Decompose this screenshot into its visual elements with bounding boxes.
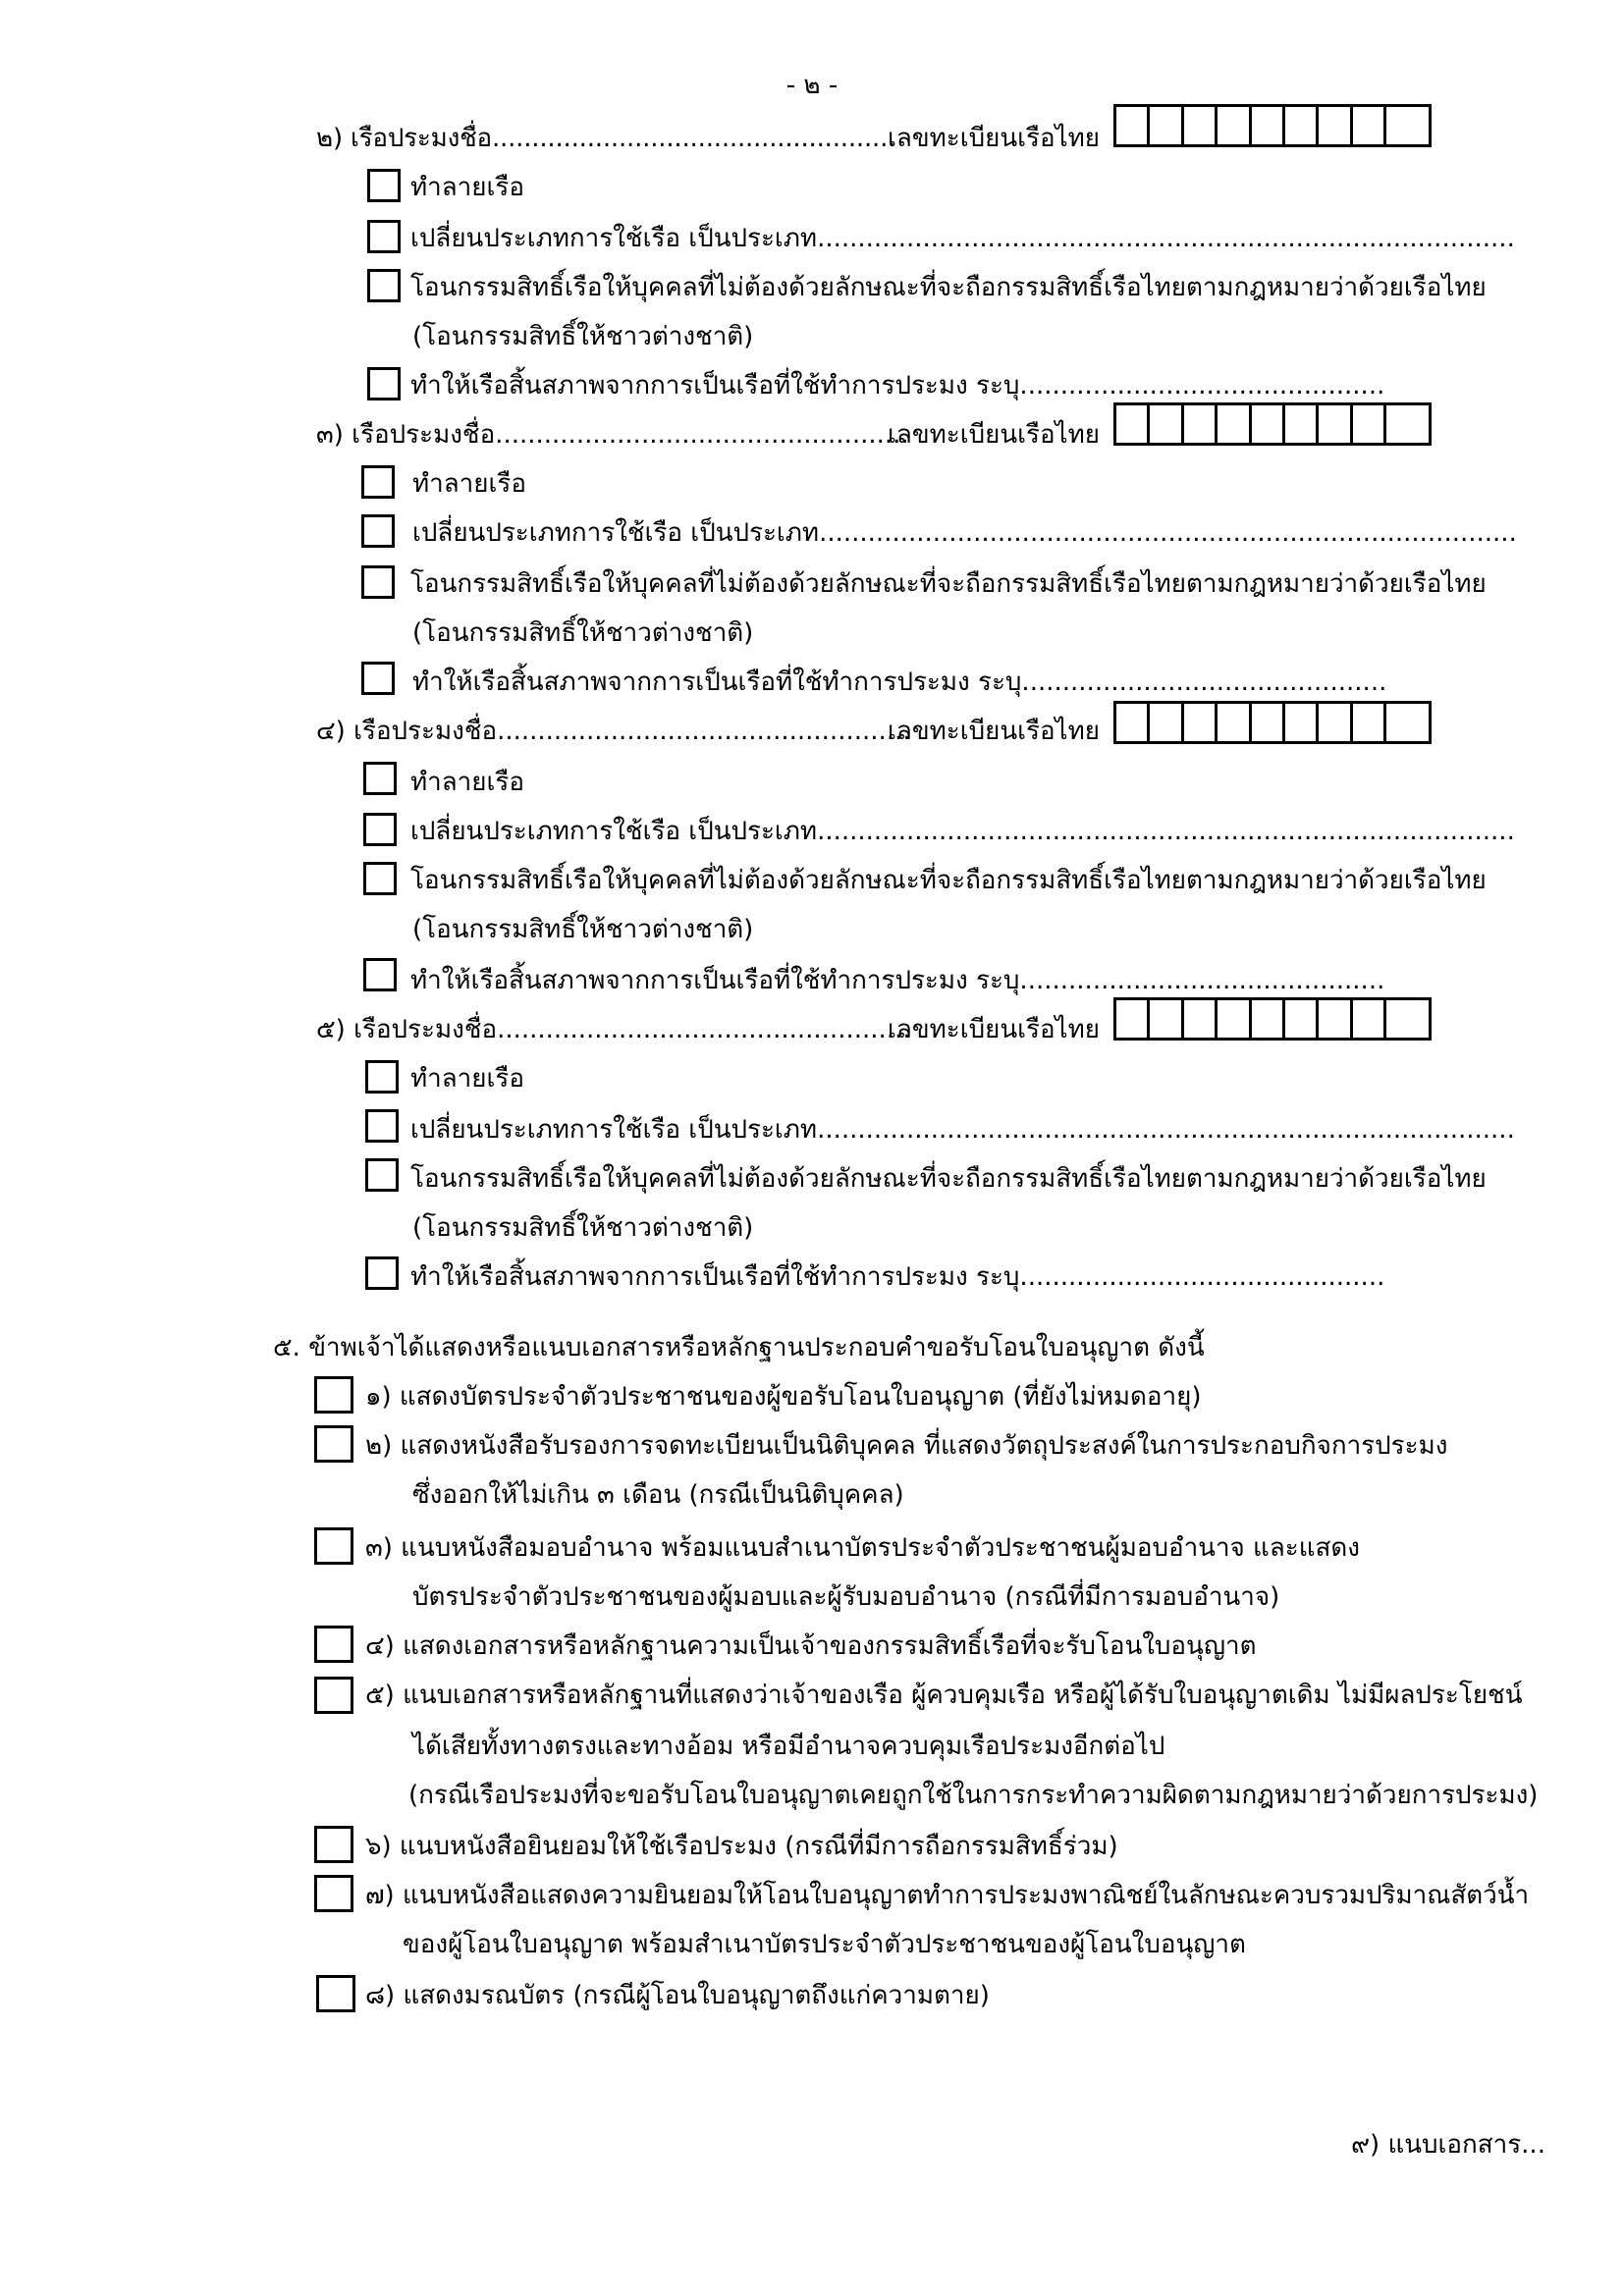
transfer-foreigner-checkbox[interactable] [361,565,395,599]
destroy-checkbox[interactable] [361,465,395,499]
transfer-foreigner-checkbox[interactable] [365,1158,399,1192]
doc-7-label: ๗) แนบหนังสือแสดงความยินยอมให้โอนใบอนุญาตทำการประมงพาณิชย์ในลักษณะควบรวมปริมาณสัตว์น้ำ [365,1881,1530,1910]
destroy-checkbox[interactable] [365,1060,399,1094]
doc-4-label: ๔) แสดงเอกสารหรือหลักฐานความเป็นเจ้าของกรรมสิทธิ์เรือที่จะรับโอนใบอนุญาต [365,1631,1257,1661]
doc-5-label-cont: ได้เสียทั้งทางตรงและทางอ้อม หรือมีอำนาจควบคุมเรือประมงอีกต่อไป [412,1732,1165,1761]
section-5-heading: ๕. ข้าพเจ้าได้แสดงหรือแนบเอกสารหรือหลักฐานประกอบคำขอรับโอนใบอนุญาต ดังนี้ [273,1333,1205,1362]
destroy-label: ทำลายเรือ [410,1064,524,1094]
transfer-foreigner-note: (โอนกรรมสิทธิ์ให้ชาวต่างชาติ) [412,322,754,351]
doc-6-checkbox[interactable] [314,1826,353,1863]
change-type-checkbox[interactable] [367,220,401,253]
registration-number-grid[interactable] [1113,104,1432,147]
registration-label: เลขทะเบียนเรือไทย [888,1015,1101,1044]
change-type-label: เปลี่ยนประเภทการใช้เรือ เป็นประเภท...................................................................................... [410,224,1515,253]
page-number: - ๒ - [785,71,839,100]
transfer-foreigner-note: (โอนกรรมสิทธิ์ให้ชาวต่างชาติ) [412,618,754,648]
destroy-checkbox[interactable] [367,169,401,202]
destroy-label: ทำลายเรือ [410,173,524,202]
end-fishing-label: ทำให้เรือสิ้นสภาพจากการเป็นเรือที่ใช้ทำการประมง ระบุ............................................. [412,667,1387,697]
end-fishing-checkbox[interactable] [363,958,397,991]
end-fishing-label: ทำให้เรือสิ้นสภาพจากการเป็นเรือที่ใช้ทำการประมง ระบุ............................................. [410,371,1385,400]
transfer-foreigner-note: (โอนกรรมสิทธิ์ให้ชาวต่างชาติ) [412,915,754,944]
end-fishing-checkbox[interactable] [361,662,395,695]
registration-label: เลขทะเบียนเรือไทย [888,420,1101,450]
end-fishing-label: ทำให้เรือสิ้นสภาพจากการเป็นเรือที่ใช้ทำการประมง ระบุ............................................. [410,966,1385,995]
transfer-foreigner-label: โอนกรรมสิทธิ์เรือให้บุคคลที่ไม่ต้องด้วยลักษณะที่จะถือกรรมสิทธิ์เรือไทยตามกฎหมายว่าด้วยเรือไทย [410,569,1487,599]
doc-8-checkbox[interactable] [316,1975,355,2012]
registration-label: เลขทะเบียนเรือไทย [888,124,1101,153]
transfer-foreigner-label: โอนกรรมสิทธิ์เรือให้บุคคลที่ไม่ต้องด้วยลักษณะที่จะถือกรรมสิทธิ์เรือไทยตามกฎหมายว่าด้วยเรือไทย [410,1164,1487,1194]
change-type-checkbox[interactable] [361,514,395,548]
registration-number-grid[interactable] [1113,402,1432,446]
doc-7-checkbox[interactable] [314,1875,353,1912]
doc-5-checkbox[interactable] [314,1677,353,1714]
doc-7-label-cont: ของผู้โอนใบอนุญาต พร้อมสำเนาบัตรประจำตัวประชาชนของผู้โอนใบอนุญาต [403,1930,1246,1959]
boat-name-line[interactable]: ๓) เรือประมงชื่อ................................................... [316,420,909,450]
doc-8-label: ๘) แสดงมรณบัตร (กรณีผู้โอนใบอนุญาตถึงแก่ความตาย) [365,1981,990,2010]
boat-name-line[interactable]: ๔) เรือประมงชื่อ................................................... [316,717,911,746]
continuation-footer: ๙) แนบเอกสาร... [1351,2130,1545,2160]
transfer-foreigner-label: โอนกรรมสิทธิ์เรือให้บุคคลที่ไม่ต้องด้วยลักษณะที่จะถือกรรมสิทธิ์เรือไทยตามกฎหมายว่าด้วยเรือไทย [410,273,1487,302]
doc-1-label: ๑) แสดงบัตรประจำตัวประชาชนของผู้ขอรับโอนใบอนุญาต (ที่ยังไม่หมดอายุ) [365,1382,1202,1412]
destroy-label: ทำลายเรือ [410,768,524,797]
doc-3-label: ๓) แนบหนังสือมอบอำนาจ พร้อมแนบสำเนาบัตรประจำตัวประชาชนผู้มอบอำนาจ และแสดง [365,1533,1360,1563]
destroy-label: ทำลายเรือ [412,469,526,499]
registration-label: เลขทะเบียนเรือไทย [888,717,1101,746]
doc-3-checkbox[interactable] [314,1527,353,1565]
doc-2-label-cont: ซึ่งออกให้ไม่เกิน ๓ เดือน (กรณีเป็นนิติบุคคล) [412,1480,904,1510]
transfer-foreigner-checkbox[interactable] [363,862,397,895]
doc-2-checkbox[interactable] [314,1425,353,1463]
boat-name-line[interactable]: ๕) เรือประมงชื่อ................................................... [316,1015,911,1044]
registration-number-grid[interactable] [1113,997,1432,1041]
doc-3-label-cont: บัตรประจำตัวประชาชนของผู้มอบและผู้รับมอบอำนาจ (กรณีที่มีการมอบอำนาจ) [412,1582,1280,1612]
transfer-foreigner-note: (โอนกรรมสิทธิ์ให้ชาวต่างชาติ) [412,1213,754,1243]
change-type-label: เปลี่ยนประเภทการใช้เรือ เป็นประเภท...................................................................................... [412,518,1517,548]
doc-2-label: ๒) แสดงหนังสือรับรองการจดทะเบียนเป็นนิติบุคคล ที่แสดงวัตถุประสงค์ในการประกอบกิจการประมง [365,1431,1448,1461]
destroy-checkbox[interactable] [363,762,397,795]
registration-number-grid[interactable] [1113,701,1432,744]
doc-6-label: ๖) แนบหนังสือยินยอมให้ใช้เรือประมง (กรณีที่มีการถือกรรมสิทธิ์ร่วม) [365,1832,1118,1861]
doc-4-checkbox[interactable] [314,1626,353,1663]
transfer-foreigner-checkbox[interactable] [367,269,401,302]
doc-5-label-note: (กรณีเรือประมงที่จะขอรับโอนใบอนุญาตเคยถูกใช้ในการกระทำความผิดตามกฎหมายว่าด้วยการประมง) [408,1781,1539,1810]
end-fishing-label: ทำให้เรือสิ้นสภาพจากการเป็นเรือที่ใช้ทำการประมง ระบุ............................................. [410,1262,1385,1292]
change-type-label: เปลี่ยนประเภทการใช้เรือ เป็นประเภท...................................................................................... [410,1115,1515,1145]
change-type-checkbox[interactable] [365,1109,399,1143]
change-type-label: เปลี่ยนประเภทการใช้เรือ เป็นประเภท...................................................................................... [410,817,1515,846]
doc-1-checkbox[interactable] [314,1376,353,1414]
end-fishing-checkbox[interactable] [365,1256,399,1290]
transfer-foreigner-label: โอนกรรมสิทธิ์เรือให้บุคคลที่ไม่ต้องด้วยลักษณะที่จะถือกรรมสิทธิ์เรือไทยตามกฎหมายว่าด้วยเรือไทย [410,866,1487,895]
change-type-checkbox[interactable] [363,813,397,846]
boat-name-line[interactable]: ๒) เรือประมงชื่อ................................................... [316,124,896,153]
doc-5-label: ๕) แนบเอกสารหรือหลักฐานที่แสดงว่าเจ้าของเรือ ผู้ควบคุมเรือ หรือผู้ได้รับใบอนุญาตเดิม ไม่มีผลประโยชน์ [365,1681,1523,1710]
end-fishing-checkbox[interactable] [367,367,401,400]
